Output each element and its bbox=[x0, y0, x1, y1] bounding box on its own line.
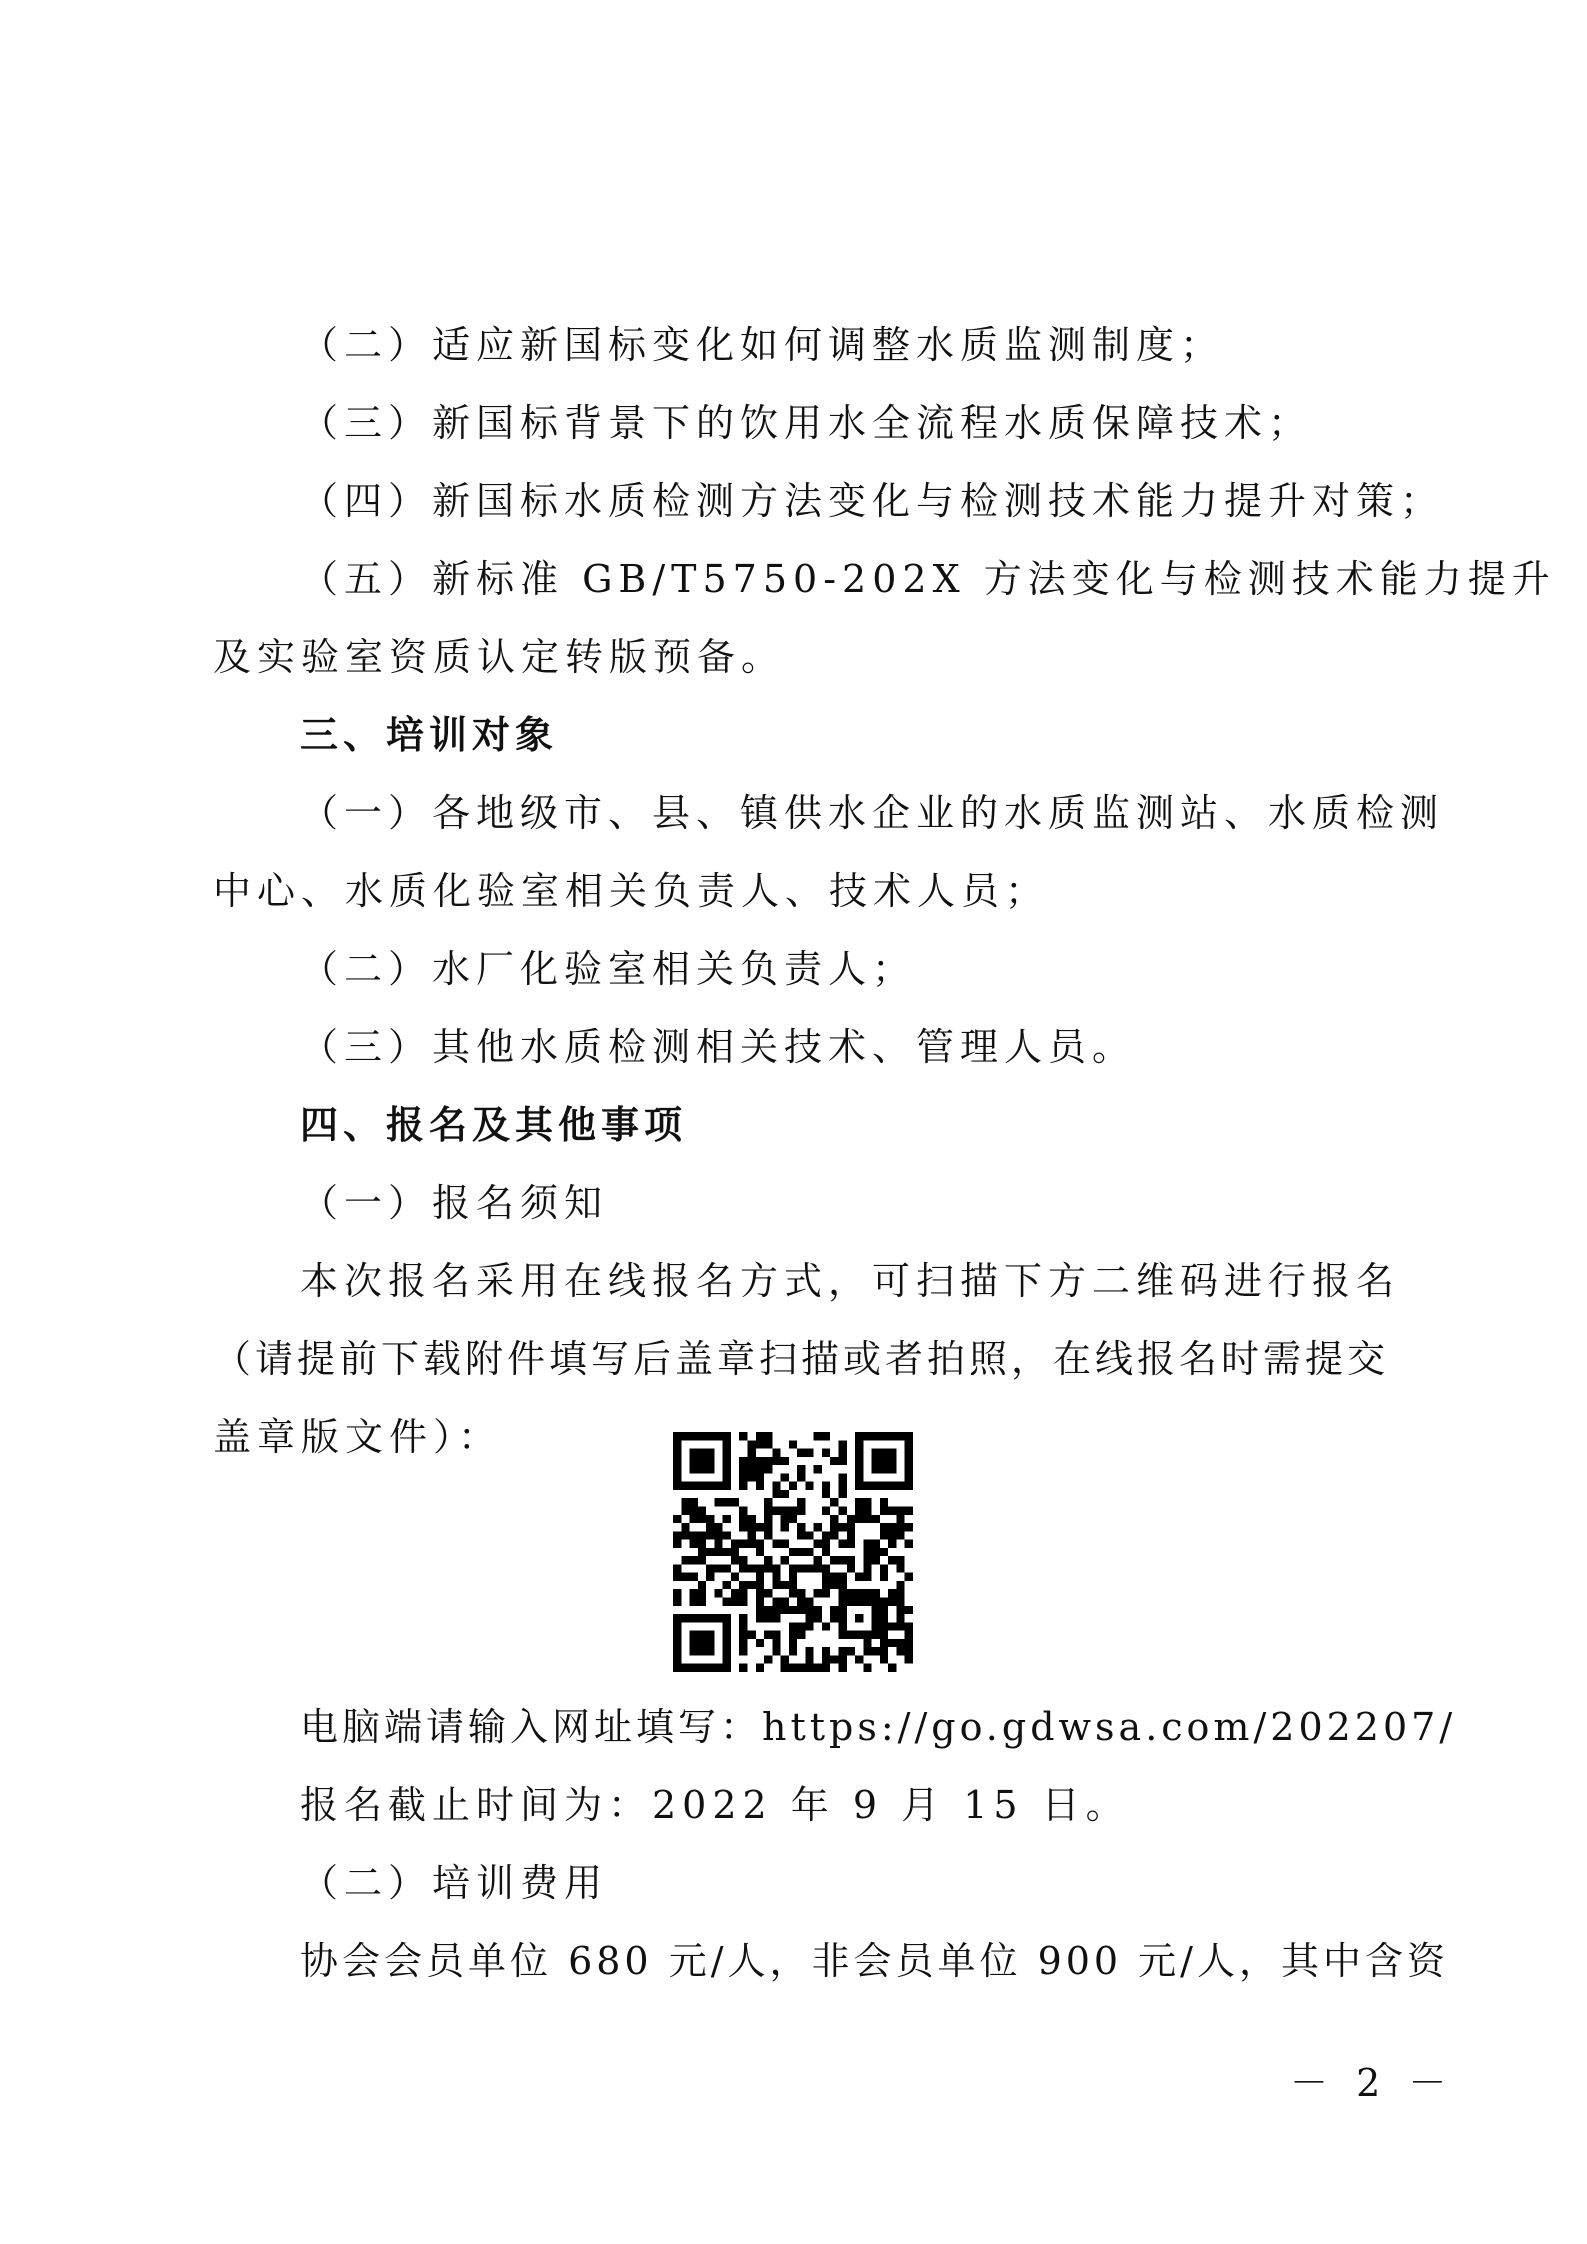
section-heading: 四、报名及其他事项 bbox=[300, 1103, 688, 1147]
section-heading: 三、培训对象 bbox=[300, 713, 559, 757]
paragraph-line: （三）新国标背景下的饮用水全流程水质保障技术； bbox=[300, 401, 1313, 445]
paragraph-line: 盖章版文件）： bbox=[213, 1415, 503, 1459]
subsection-heading: （一）报名须知 bbox=[300, 1181, 609, 1225]
paragraph-line: （二）水厂化验室相关负责人； bbox=[300, 947, 917, 991]
paragraph-line: 及实验室资质认定转版预备。 bbox=[213, 635, 786, 679]
paragraph-line: （请提前下载附件填写后盖章扫描或者拍照，在线报名时需提交 bbox=[213, 1337, 1390, 1381]
page-number: － 2 － bbox=[1290, 2061, 1455, 2105]
paragraph-line: 中心、水质化验室相关负责人、技术人员； bbox=[213, 869, 1050, 913]
paragraph-line: （一）各地级市、县、镇供水企业的水质监测站、水质检测 bbox=[300, 791, 1445, 835]
subsection-heading: （二）培训费用 bbox=[300, 1861, 609, 1905]
paragraph-line: 协会会员单位 680 元/人，非会员单位 900 元/人，其中含资 bbox=[300, 1939, 1449, 1983]
paragraph-line: （四）新国标水质检测方法变化与检测技术能力提升对策； bbox=[300, 479, 1445, 523]
url-line[interactable]: 电脑端请输入网址填写：https://go.gdwsa.com/202207/ bbox=[300, 1705, 1457, 1749]
qr-code-graphic bbox=[673, 1432, 913, 1672]
paragraph-line: （三）其他水质检测相关技术、管理人员。 bbox=[300, 1025, 1137, 1069]
paragraph-line: 本次报名采用在线报名方式，可扫描下方二维码进行报名 bbox=[300, 1259, 1401, 1303]
qr-code-icon[interactable] bbox=[673, 1432, 913, 1672]
deadline-line: 报名截止时间为：2022 年 9 月 15 日。 bbox=[300, 1783, 1130, 1827]
paragraph-line: （五）新标准 GB/T5750-202X 方法变化与检测技术能力提升 bbox=[300, 557, 1556, 601]
paragraph-line: （二）适应新国标变化如何调整水质监测制度； bbox=[300, 323, 1225, 367]
